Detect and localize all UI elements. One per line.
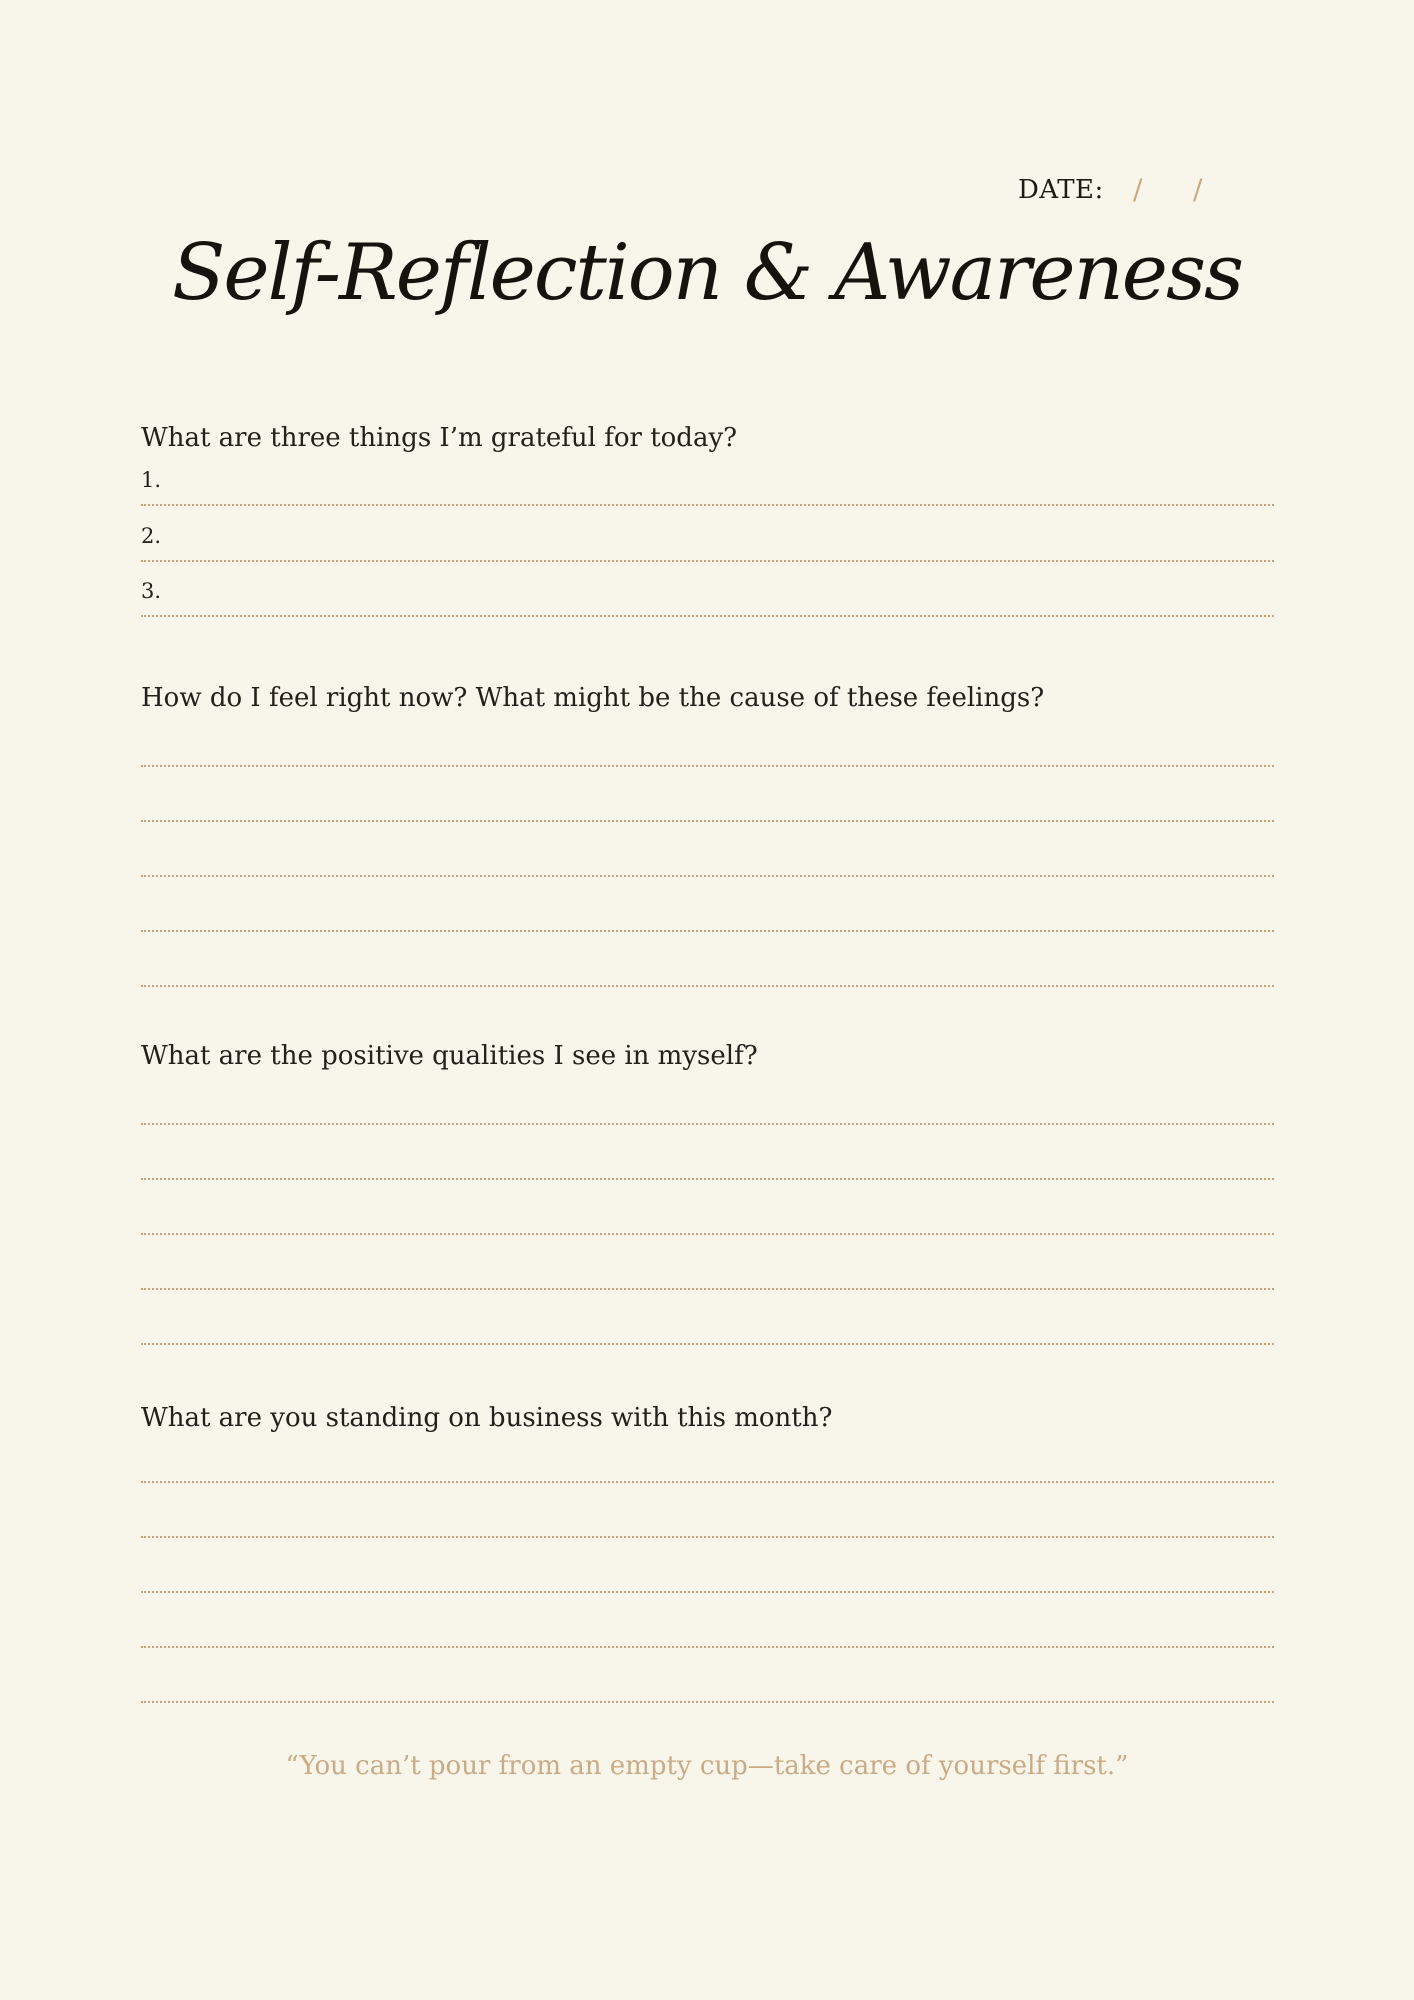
date-separator-1: /: [1133, 173, 1143, 206]
feelings-line-4[interactable]: [141, 930, 1274, 932]
gratitude-question: What are three things I’m grateful for today?: [141, 423, 738, 453]
date-label: DATE:: [1018, 175, 1104, 205]
business-question: What are you standing on business with this month?: [141, 1403, 833, 1433]
qualities-line-1[interactable]: [141, 1123, 1274, 1125]
qualities-line-4[interactable]: [141, 1288, 1274, 1290]
footer-quote: “You can’t pour from an empty cup—take care of yourself first.”: [285, 1751, 1129, 1781]
feelings-question: How do I feel right now? What might be the cause of these feelings?: [141, 683, 1045, 713]
gratitude-item-1-line[interactable]: [141, 504, 1274, 506]
feelings-line-5[interactable]: [141, 985, 1274, 987]
date-separator-2: /: [1193, 173, 1203, 206]
business-line-2[interactable]: [141, 1536, 1274, 1538]
business-line-3[interactable]: [141, 1591, 1274, 1593]
qualities-line-2[interactable]: [141, 1178, 1274, 1180]
date-field: [1018, 170, 1318, 210]
page-title: Self-Reflection & Awareness: [171, 228, 1243, 318]
gratitude-item-2-line[interactable]: [141, 560, 1274, 562]
business-line-5[interactable]: [141, 1701, 1274, 1703]
qualities-question: What are the positive qualities I see in myself?: [141, 1041, 758, 1071]
gratitude-item-2-number: 2.: [141, 524, 162, 548]
gratitude-item-3-number: 3.: [141, 579, 162, 603]
feelings-line-1[interactable]: [141, 765, 1274, 767]
business-line-1[interactable]: [141, 1481, 1274, 1483]
business-line-4[interactable]: [141, 1646, 1274, 1648]
qualities-line-5[interactable]: [141, 1343, 1274, 1345]
gratitude-item-3-line[interactable]: [141, 615, 1274, 617]
gratitude-item-1-number: 1.: [141, 468, 162, 492]
qualities-line-3[interactable]: [141, 1233, 1274, 1235]
feelings-line-3[interactable]: [141, 875, 1274, 877]
feelings-line-2[interactable]: [141, 820, 1274, 822]
